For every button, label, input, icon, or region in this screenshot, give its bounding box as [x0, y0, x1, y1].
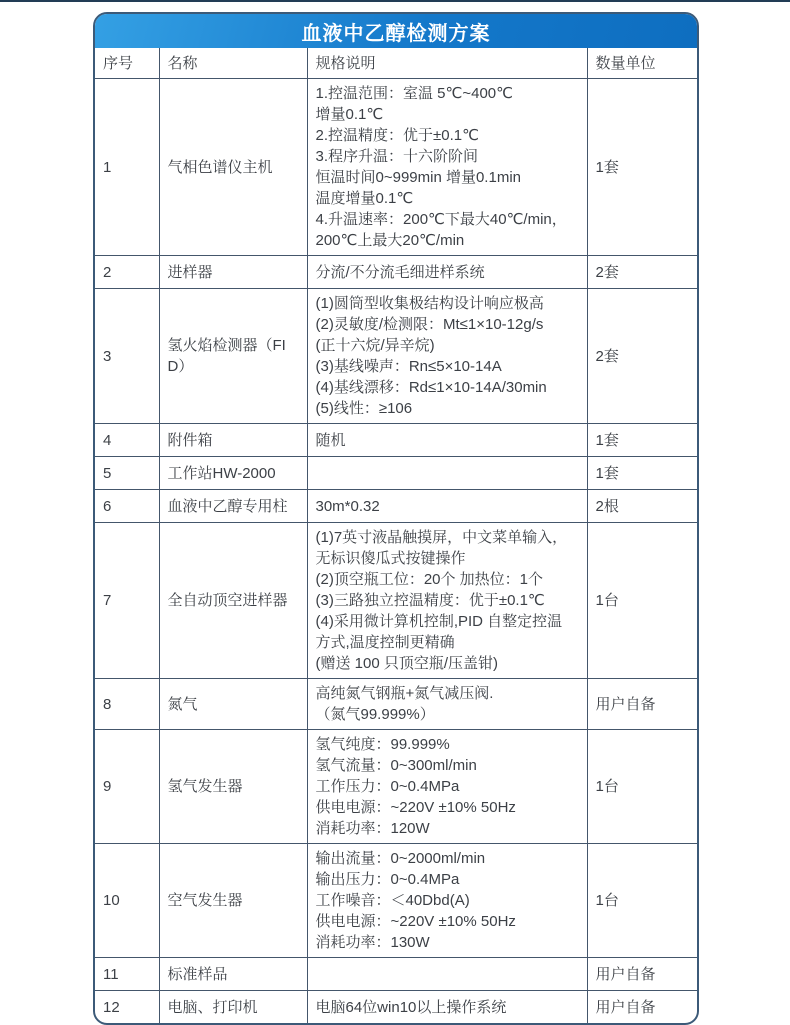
item-spec-line: 随机	[315, 431, 346, 449]
spec-table	[95, 48, 697, 1023]
item-name	[159, 79, 307, 256]
item-spec	[307, 457, 587, 490]
item-qty-line: 2套	[595, 263, 619, 281]
item-spec-line: 2.控温精度：优于±0.1℃	[315, 127, 479, 144]
item-spec-line: (3)基线噪声：Rn≤5×10-14A	[315, 358, 502, 375]
item-name-line: 电脑、打印机	[167, 998, 258, 1016]
item-spec-line: (1)7英寸液晶触摸屏，中文菜单输入，	[315, 529, 568, 546]
row-number	[95, 844, 159, 958]
column-header-spec: 规格说明	[307, 48, 587, 79]
item-spec	[307, 523, 587, 679]
item-qty-line: 1套	[595, 158, 619, 176]
item-spec-line: (5)线性：≥106	[315, 400, 413, 417]
item-name	[159, 424, 307, 457]
item-name-line: 标准样品	[167, 965, 228, 983]
item-qty	[587, 523, 697, 679]
item-spec-line: 3.程序升温：十六阶阶间	[315, 148, 479, 165]
item-spec-line: 工作噪音：＜40Dbd(A)	[315, 892, 470, 909]
item-name-line: 进样器	[167, 263, 213, 281]
item-spec-line: 高纯氮气钢瓶+氮气减压阀.	[315, 685, 494, 702]
item-name-line: 空气发生器	[167, 892, 243, 909]
item-qty-line: 1台	[595, 592, 619, 609]
item-spec-line: (4)采用微计算机控制,PID 自整定控温	[315, 613, 563, 630]
row-number	[95, 256, 159, 289]
row-number	[95, 991, 159, 1024]
row-number	[95, 523, 159, 679]
row-number-line: 9	[103, 778, 112, 795]
row-number-line: 12	[103, 998, 120, 1016]
page-top-divider	[0, 0, 790, 2]
table-row	[95, 679, 697, 730]
item-name-line: 气相色谱仪主机	[167, 158, 273, 176]
item-qty-line: 1台	[595, 778, 619, 795]
column-header-qty: 数量单位	[587, 48, 697, 79]
item-spec-line: 4.升温速率：200℃下最大40℃/min，	[315, 211, 567, 228]
item-spec-line: 无标识傻瓜式按键操作	[315, 550, 466, 567]
item-spec-line: 30m*0.32	[315, 497, 380, 515]
item-name	[159, 523, 307, 679]
item-spec-line: (2)灵敏度/检测限：Mt≤1×10-12g/s	[315, 316, 544, 333]
item-spec-line: 电脑64位win10以上操作系统	[315, 998, 507, 1016]
item-spec-line: 氢气纯度：99.999%	[315, 736, 450, 753]
table-row	[95, 457, 697, 490]
row-number	[95, 289, 159, 424]
table-row	[95, 730, 697, 844]
item-name-line: 氮气	[167, 695, 198, 713]
item-name	[159, 991, 307, 1024]
item-spec-line: 恒温时间0~999min 增量0.1min	[315, 169, 521, 186]
item-spec	[307, 256, 587, 289]
item-spec	[307, 844, 587, 958]
table-row	[95, 523, 697, 679]
item-spec-line: 增量0.1℃	[315, 106, 384, 123]
item-spec	[307, 79, 587, 256]
item-spec-line: 1.控温范围：室温 5℃~400℃	[315, 85, 513, 102]
item-spec-line: (2)顶空瓶工位：20个 加热位：1个	[315, 571, 544, 588]
item-spec-line: （氮气99.999%）	[315, 706, 435, 723]
item-qty-line: 用户自备	[595, 998, 656, 1016]
table-header-row	[95, 48, 697, 79]
item-qty-line: 1套	[595, 431, 619, 449]
table-row	[95, 256, 697, 289]
table-row	[95, 490, 697, 523]
table-row	[95, 424, 697, 457]
item-spec-line: 消耗功率：120W	[315, 820, 430, 837]
item-name-line: 附件箱	[167, 431, 213, 449]
item-qty	[587, 79, 697, 256]
item-name-line: 全自动顶空进样器	[167, 592, 288, 609]
row-number-line: 4	[103, 431, 112, 449]
item-name	[159, 958, 307, 991]
item-spec-line: 200℃上最大20℃/min	[315, 232, 465, 249]
item-spec-line: 输出压力：0~0.4MPa	[315, 871, 460, 888]
row-number	[95, 424, 159, 457]
item-spec-line: 输出流量：0~2000ml/min	[315, 850, 486, 867]
row-number	[95, 79, 159, 256]
column-header-name: 名称	[159, 48, 307, 79]
row-number	[95, 958, 159, 991]
row-number-line: 2	[103, 263, 112, 281]
item-spec-line: 供电电源：~220V ±10% 50Hz	[315, 913, 516, 930]
item-name	[159, 256, 307, 289]
item-spec	[307, 991, 587, 1024]
row-number-line: 10	[103, 892, 120, 909]
item-spec-line: 消耗功率：130W	[315, 934, 430, 951]
item-qty-line: 用户自备	[595, 965, 656, 983]
row-number	[95, 679, 159, 730]
item-spec	[307, 424, 587, 457]
item-spec	[307, 289, 587, 424]
item-spec-line: (1)圆筒型收集极结构设计响应极高	[315, 295, 544, 312]
item-qty-line: 2套	[595, 347, 619, 365]
table-body	[95, 79, 697, 1024]
item-qty	[587, 679, 697, 730]
item-spec-line: (4)基线漂移：Rd≤1×10-14A/30min	[315, 379, 547, 396]
item-name	[159, 730, 307, 844]
item-name-line: 氢气发生器	[167, 778, 243, 795]
row-number-line: 6	[103, 497, 112, 515]
item-spec-line: (赠送 100 只顶空瓶/压盖钳)	[315, 655, 499, 672]
item-qty-line: 2根	[595, 497, 619, 515]
item-qty-line: 1套	[595, 464, 619, 482]
item-name	[159, 289, 307, 424]
row-number-line: 11	[103, 965, 119, 983]
item-name	[159, 490, 307, 523]
table-row	[95, 844, 697, 958]
item-spec-line: (正十六烷/异辛烷)	[315, 337, 435, 354]
row-number-line: 1	[103, 158, 112, 176]
item-spec-line: 分流/不分流毛细进样系统	[315, 263, 485, 281]
table-title: 血液中乙醇检测方案	[301, 22, 491, 45]
row-number	[95, 457, 159, 490]
item-name-line: 氢火焰检测器（FID）	[167, 337, 286, 375]
item-qty	[587, 490, 697, 523]
item-name-line: 血液中乙醇专用柱	[167, 497, 288, 515]
item-spec-line: 供电电源：~220V ±10% 50Hz	[315, 799, 516, 816]
table-row	[95, 79, 697, 256]
spec-table-card	[93, 12, 699, 1025]
item-spec-line: (3)三路独立控温精度：优于±0.1℃	[315, 592, 545, 609]
item-qty	[587, 991, 697, 1024]
column-header-no: 序号	[95, 48, 159, 79]
row-number	[95, 490, 159, 523]
item-qty	[587, 730, 697, 844]
item-qty	[587, 256, 697, 289]
item-qty-line: 1台	[595, 892, 619, 909]
item-qty	[587, 457, 697, 490]
item-name	[159, 844, 307, 958]
item-spec-line: 氢气流量：0~300ml/min	[315, 757, 477, 774]
item-qty-line: 用户自备	[595, 695, 656, 713]
row-number-line: 3	[103, 347, 112, 365]
table-row	[95, 289, 697, 424]
table-row	[95, 958, 697, 991]
row-number	[95, 730, 159, 844]
item-name	[159, 457, 307, 490]
item-spec	[307, 679, 587, 730]
item-spec	[307, 958, 587, 991]
row-number-line: 8	[103, 695, 112, 713]
item-name-line: 工作站HW-2000	[167, 464, 276, 482]
item-qty	[587, 424, 697, 457]
item-name	[159, 679, 307, 730]
item-spec-line: 温度增量0.1℃	[315, 190, 414, 207]
table-title-band	[95, 14, 697, 48]
item-spec-line: 工作压力：0~0.4MPa	[315, 778, 460, 795]
item-spec-line: 方式,温度控制更精确	[315, 634, 455, 651]
item-qty	[587, 289, 697, 424]
table-row	[95, 991, 697, 1024]
row-number-line: 7	[103, 592, 112, 609]
item-spec	[307, 730, 587, 844]
item-qty	[587, 844, 697, 958]
item-qty	[587, 958, 697, 991]
item-spec	[307, 490, 587, 523]
row-number-line: 5	[103, 464, 112, 482]
